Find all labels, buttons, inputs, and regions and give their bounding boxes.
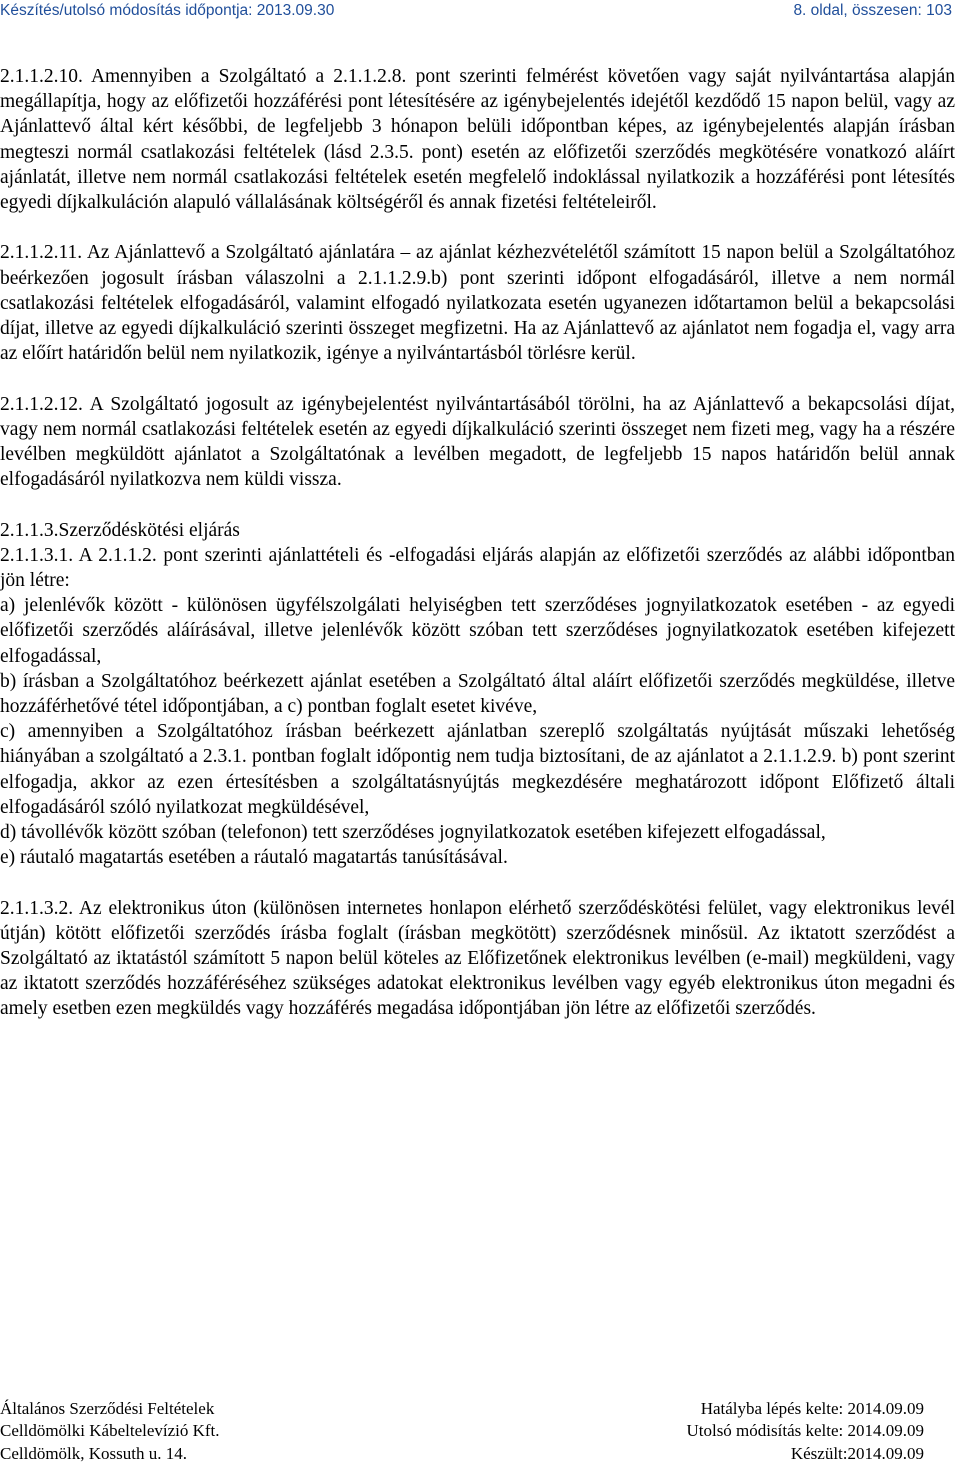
footer-row	[0, 1443, 960, 1465]
footer-row	[0, 1398, 960, 1420]
footer-modified-date: Utolsó módisítás kelte: 2014.09.09	[686, 1421, 924, 1441]
paragraph-2-1-1-3-1: 2.1.1.3.1. A 2.1.1.2. pont szerinti ajánlattételi és -elfogadási eljárás alapján az előfizetői szerződés az alábbi időpontban jön létre:	[0, 544, 955, 592]
list-item-e: e) ráutaló magatartás esetében a ráutaló magatartás tanúsításával.	[0, 847, 508, 869]
page-header	[0, 2, 960, 22]
list-item-c: c) amennyiben a Szolgáltatóhoz írásban beérkezett ajánlatban szereplő szolgáltatás nyújtását műszaki lehetőség hiányában a szolgáltató a 2.3.1. pontban foglalt időpontig nem tudja biztosítani, de az ajánlatot a 2.1.1.2.9. b) pont szerint elfogadja, akkor az ezen értesítésben a szolgáltatásnyújtás megkezdésére meghatározott időpont Előfizető általi elfogadásáról szóló nyilatkozat megküldésével,	[0, 721, 955, 818]
paragraph-2-1-1-3-2: 2.1.1.3.2. Az elektronikus úton (különösen internetes honlapon elérhető szerződéskötési felület, vagy elektronikus levél útján) kötött előfizetői szerződés írásba foglalt (írásban megkötött) szerződésnek minősül. Az iktatott szerződést a Szolgáltató az iktatástól számított 5 napon belül köteles az Előfizetőnek elektronikus levélben (e-mail) megküldeni, vagy az iktatott szerződés hozzáféréséhez szükséges adatokat elektronikus levélben vagy egyéb elektronikus úton megadni és amely esetben ezen megküldés vagy hozzáférés megadása időpontjában jön létre az előfizetői szerződés.	[0, 897, 955, 1020]
page-footer	[0, 1398, 960, 1465]
paragraph-2-1-1-2-12: 2.1.1.2.12. A Szolgáltató jogosult az igénybejelentést nyilvántartásából törölni, ha az Ajánlattevő a bekapcsolási díjat, vagy nem normál csatlakozási feltételek esetén az egyedi díjkalkuláció szerinti összeget nem fizeti meg, vagy ha a részére levélben megküldött ajánlatot a Szolgáltatónak a levélben megadott, de legfeljebb 15 napos határidőn belül annak elfogadásáról nyilatkozva nem küldi vissza.	[0, 393, 955, 491]
footer-effective-date: Hatályba lépés kelte: 2014.09.09	[700, 1399, 924, 1418]
footer-document-title: Általános Szerződési Feltételek	[0, 1399, 215, 1418]
list-item-d: d) távollévők között szóban (telefonon) tett szerződéses jognyilatkozatok esetében kifejezett elfogadással,	[0, 822, 826, 844]
footer-address: Celldömölk, Kossuth u. 14.	[0, 1443, 188, 1463]
footer-company: Celldömölki Kábeltelevízió Kft.	[0, 1421, 220, 1441]
footer-row	[0, 1420, 960, 1442]
header-timestamp: Készítés/utolsó módosítás időpontja: 2013.09.30	[0, 2, 335, 19]
paragraph-2-1-1-2-10: 2.1.1.2.10. Amennyiben a Szolgáltató a 2.1.1.2.8. pont szerinti felmérést követően vagy saját nyilvántartása alapján megállapítja, hogy az előfizetői hozzáférési pont létesítésére az igénybejelentés idejétől kezdődő 15 napon belül, vagy az Ajánlattevő által kért későbbi, de legfeljebb 3 hónapon belüli időpontban képes, az igénybejelentés alapján írásban megteszi normál csatlakozási feltételek (lásd 2.3.5. pont) esetén az előfizetői szerződés megkötésére vonatkozó aláírt ajánlatát, illetve nem normál csatlakozási feltételek esetén megfelelő indoklással nyilatkozik a hozzáférési pont létesítés egyedi díjkalkuláción alapuló vállalásának költségéről és annak fizetési feltételeiről.	[0, 66, 955, 214]
header-page-number: 8. oldal, összesen: 103	[793, 2, 952, 19]
section-heading: 2.1.1.3.Szerződéskötési eljárás	[0, 519, 240, 541]
document-body	[0, 64, 955, 1022]
footer-created-date: Készült:2014.09.09	[790, 1443, 924, 1463]
list-item-b: b) írásban a Szolgáltatóhoz beérkezett ajánlat esetében a Szolgáltató által aláírt előfizetői szerződés megküldése, illetve hozzáférhetővé tétel időpontjában, a c) pontban foglalt esetet kivéve,	[0, 670, 955, 718]
paragraph-2-1-1-2-11: 2.1.1.2.11. Az Ajánlattevő a Szolgáltató ajánlatára – az ajánlat kézhezvételétől számított 15 napon belül a Szolgáltatóhoz beérkezően jogosult írásban válaszolni a 2.1.1.2.9.b) pont szerinti időpont elfogadásáról, illetve a nem normál csatlakozási feltételek elfogadásáról, valamint elfogadó nyilatkozata esetén ugyanezen időtartamon belül a bekapcsolási díjat, illetve az egyedi díjkalkuláció szerinti összeget megfizetni. Ha az Ajánlattevő az ajánlatot nem fogadja el, vagy arra az előírt határidőn belül nem nyilatkozik, igénye a nyilvántartásból törlésre kerül.	[0, 242, 955, 365]
list-item-a: a) jelenlévők között - különösen ügyfélszolgálati helyiségben tett szerződéses jognyilatkozatok esetében - az egyedi előfizetői szerződés aláírásával, illetve jelenlévők között szóban tett szerződéses jognyilatkozatok esetében kifejezett elfogadással,	[0, 595, 955, 667]
